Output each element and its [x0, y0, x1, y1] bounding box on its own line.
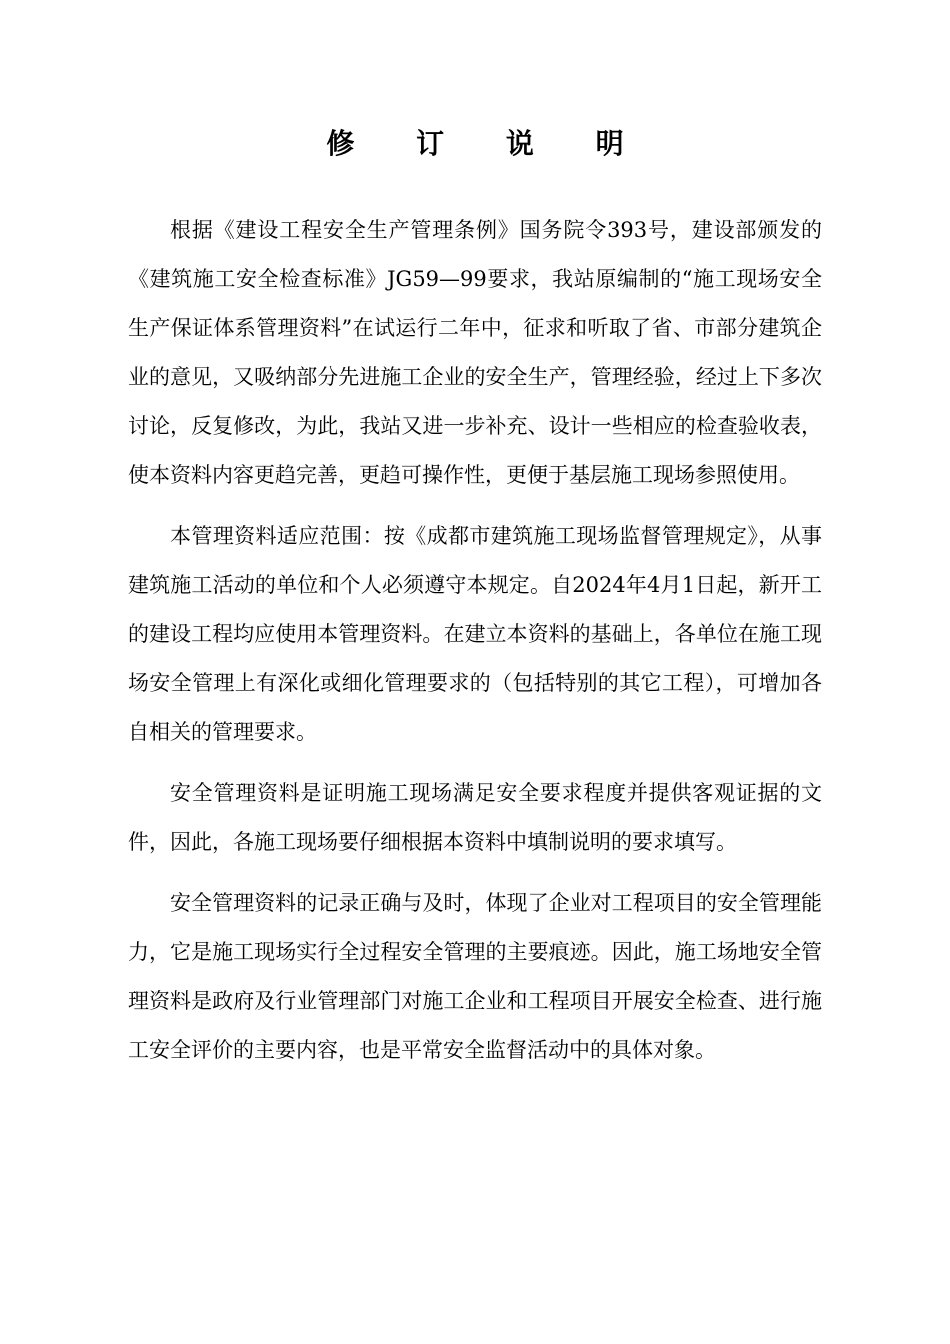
paragraph-4: 安全管理资料的记录正确与及时，体现了企业对工程项目的安全管理能力，它是施工现场实行全过程安全管理的主要痕迹。因此，施工场地安全管理资料是政府及行业管理部门对施工企业和工程项目开展安全检查、进行施工安全评价的主要内容，也是平常安全监督活动中的具体对象。: [128, 891, 822, 1062]
paragraph-1: 根据《建设工程安全生产管理条例》国务院令393号，建设部颁发的《建筑施工安全检查标准》JG59—99要求，我站原编制的“施工现场安全生产保证体系管理资料”在试运行二年中，征求和听取了省、市部分建筑企业的意见，又吸纳部分先进施工企业的安全生产，管理经验，经过上下多次讨论，反复修改，为此，我站又进一步补充、设计一些相应的检查验收表，使本资料内容更趋完善，更趋可操作性，更便于基层施工现场参照使用。: [128, 218, 822, 487]
paragraph-3: 安全管理资料是证明施工现场满足安全要求程度并提供客观证据的文件，因此，各施工现场要仔细根据本资料中填制说明的要求填写。: [128, 781, 822, 854]
page-title: 修 订 说 明: [326, 127, 650, 160]
document-body: [128, 206, 822, 1087]
paragraph-2: 本管理资料适应范围：按《成都市建筑施工现场监督管理规定》，从事建筑施工活动的单位和个人必须遵守本规定。自2024年4月1日起，新开工的建设工程均应使用本管理资料。在建立本资料的基础上，各单位在施工现场安全管理上有深化或细化管理要求的（包括特别的其它工程），可增加各自相关的管理要求。: [128, 524, 822, 744]
